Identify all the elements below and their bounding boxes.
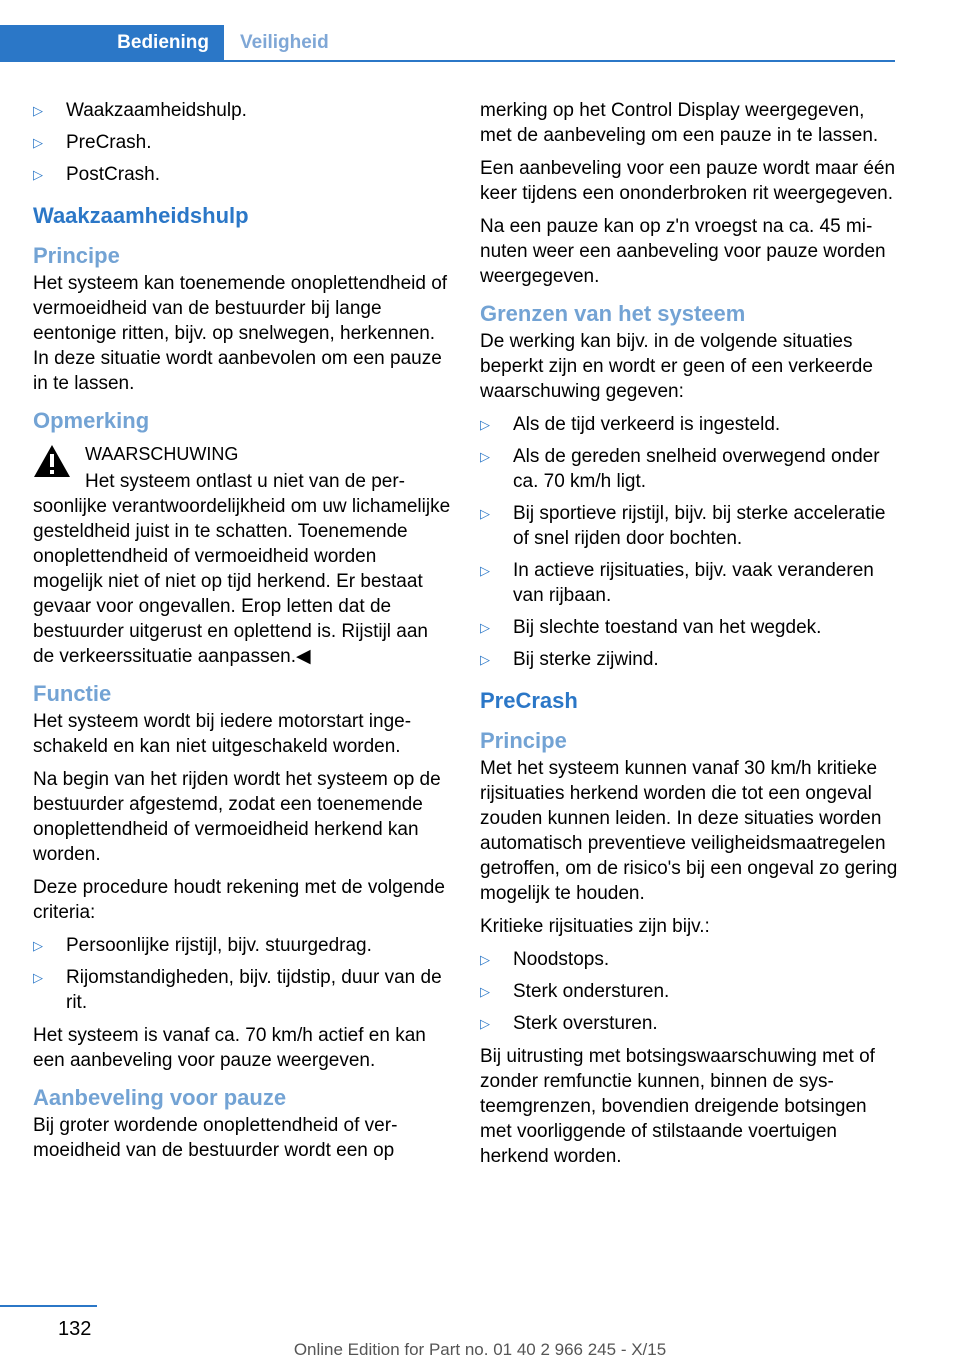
overview-list: [33, 98, 451, 187]
warning-label: WAARSCHUWING: [85, 444, 239, 464]
list-item: ▷ Als de gereden snelheid overwegend onder ca. 70 km/h ligt.: [480, 446, 880, 492]
left-column: [33, 98, 451, 1171]
warning-block: [33, 442, 451, 669]
triangle-bullet-icon: ▷: [33, 167, 43, 182]
paragraph-functie-2: Na begin van het rijden wordt het systeem op de bestuurder afgestemd, zodat een toenemende onoplettendheid of vermoeidheid herkend kan worden.: [33, 769, 441, 865]
list-item: ▷ Rijomstandigheden, bijv. tijdstip, duur van de rit.: [33, 967, 442, 1013]
tab-bediening[interactable]: Bediening: [0, 25, 224, 60]
paragraph-precrash-2: Kritieke rijsituaties zijn bijv.:: [480, 916, 710, 937]
warning-text: Het systeem ontlast u niet van de persoonlijke verantwoordelijkheid om uw lichamelijke gesteldheid juist in te schatten. Toenemende onoplettendheid of vermoeidheid worden mogelijk niet of niet op tijd herkend. Er bestaat gevaar voor ongevallen. Erop letten dat de bestuurder uitgerust en oplettend is. Rijstijl aan de verkeerssituatie aanpassen.◀: [33, 471, 451, 667]
triangle-bullet-icon: ▷: [480, 506, 490, 521]
paragraph-precrash-1: Met het systeem kunnen vanaf 30 km/h kritieke rijsituaties herkend worden die tot een ongeval zouden kunnen leiden. In deze situaties worden automatisch preventieve veiligheidsmaatregelen getroffen, om de risico's bij een ongeval zo gering mogelijk te houden.: [480, 758, 898, 904]
subheading-principe: Principe: [33, 243, 120, 268]
triangle-bullet-icon: ▷: [33, 103, 43, 118]
paragraph-functie-4: Het systeem is vanaf ca. 70 km/h actief en kan een aanbeveling voor pauze weergeven.: [33, 1025, 426, 1071]
page-number: 132: [58, 1318, 92, 1340]
paragraph-precrash-3: Bij uitrusting met botsingswaarschuwing met of zonder remfunctie kunnen, binnen de systeemgrenzen, bovendien dreigende botsingen met voorliggende of stilstaande voertuigen herkend worden.: [480, 1046, 875, 1167]
subheading-functie: Functie: [33, 681, 112, 706]
triangle-bullet-icon: ▷: [480, 563, 490, 578]
paragraph-aanbeveling-3: Na een pauze kan op z'n vroegst na ca. 45 minuten weer een aanbeveling voor pauze worden weergegeven.: [480, 216, 886, 287]
triangle-bullet-icon: ▷: [33, 970, 43, 985]
chapter-tabbar: [0, 25, 895, 62]
paragraph-continued: merking op het Control Display weergegeven, met de aanbeveling om een pauze in te lassen.: [480, 100, 879, 146]
paragraph-aanbeveling: Bij groter wordende onoplettendheid of vermoeidheid van de bestuurder wordt een op: [33, 1115, 398, 1161]
warning-triangle-icon: [33, 444, 71, 478]
list-item: ▷ In actieve rijsituaties, bijv. vaak veranderen van rijbaan.: [480, 560, 874, 606]
subheading-principe-precrash: Principe: [480, 728, 567, 753]
triangle-bullet-icon: ▷: [480, 620, 490, 635]
critical-situations-list: [480, 947, 898, 1036]
list-item: ▷ PostCrash.: [33, 164, 160, 185]
triangle-bullet-icon: ▷: [480, 652, 490, 667]
paragraph-grenzen: De werking kan bijv. in de volgende situaties beperkt zijn en wordt er geen of een verkeerde waarschuwing gegeven:: [480, 331, 873, 402]
tab-veiligheid[interactable]: Veiligheid: [240, 32, 329, 53]
edition-footer: Online Edition for Part no. 01 40 2 966 245 - X/15: [293, 1340, 667, 1359]
section-heading-waakzaamheidshulp: Waakzaamheidshulp: [33, 203, 249, 228]
list-item: ▷ Bij sterke zijwind.: [480, 649, 659, 670]
list-item: ▷ Bij sportieve rijstijl, bijv. bij sterke acceleratie of snel rijden door bochten.: [480, 503, 886, 549]
triangle-bullet-icon: ▷: [480, 449, 490, 464]
subheading-opmerking: Opmerking: [33, 408, 150, 433]
subheading-aanbeveling: Aanbeveling voor pauze: [33, 1085, 287, 1110]
list-item: ▷ Noodstops.: [480, 949, 610, 970]
triangle-bullet-icon: ▷: [480, 417, 490, 432]
triangle-bullet-icon: ▷: [480, 984, 490, 999]
footer-rule: [0, 1305, 97, 1307]
list-item: ▷ Als de tijd verkeerd is ingesteld.: [480, 414, 781, 435]
section-heading-precrash: PreCrash: [480, 688, 578, 713]
list-item: ▷ Waakzaamheidshulp.: [33, 100, 247, 121]
paragraph-aanbeveling-2: Een aanbeveling voor een pauze wordt maar één keer tijdens een ononderbroken rit weergegeven.: [480, 158, 896, 204]
triangle-bullet-icon: ▷: [33, 938, 43, 953]
paragraph-functie-3: Deze procedure houdt rekening met de volgende criteria:: [33, 877, 445, 923]
list-item: ▷ Persoonlijke rijstijl, bijv. stuurgedrag.: [33, 935, 372, 956]
triangle-bullet-icon: ▷: [480, 952, 490, 967]
triangle-bullet-icon: ▷: [480, 1016, 490, 1031]
list-item: ▷ PreCrash.: [33, 132, 152, 153]
criteria-list: [33, 933, 451, 1015]
triangle-bullet-icon: ▷: [33, 135, 43, 150]
list-item: ▷ Bij slechte toestand van het wegdek.: [480, 617, 822, 638]
paragraph-functie-1: Het systeem wordt bij iedere motorstart ingeschakeld en kan niet uitgeschakeld worden.: [33, 711, 412, 757]
right-column: [480, 98, 898, 1177]
subheading-grenzen: Grenzen van het systeem: [480, 301, 746, 326]
list-item: ▷ Sterk ondersturen.: [480, 981, 670, 1002]
paragraph-principe: Het systeem kan toenemende onoplettendheid of vermoeidheid van de bestuurder bij lange eentonige ritten, bijv. op snelwegen, herkennen. In deze situatie wordt aanbevolen om een pauze in te lassen.: [33, 273, 448, 394]
limits-list: [480, 412, 898, 672]
list-item: ▷ Sterk oversturen.: [480, 1013, 658, 1034]
